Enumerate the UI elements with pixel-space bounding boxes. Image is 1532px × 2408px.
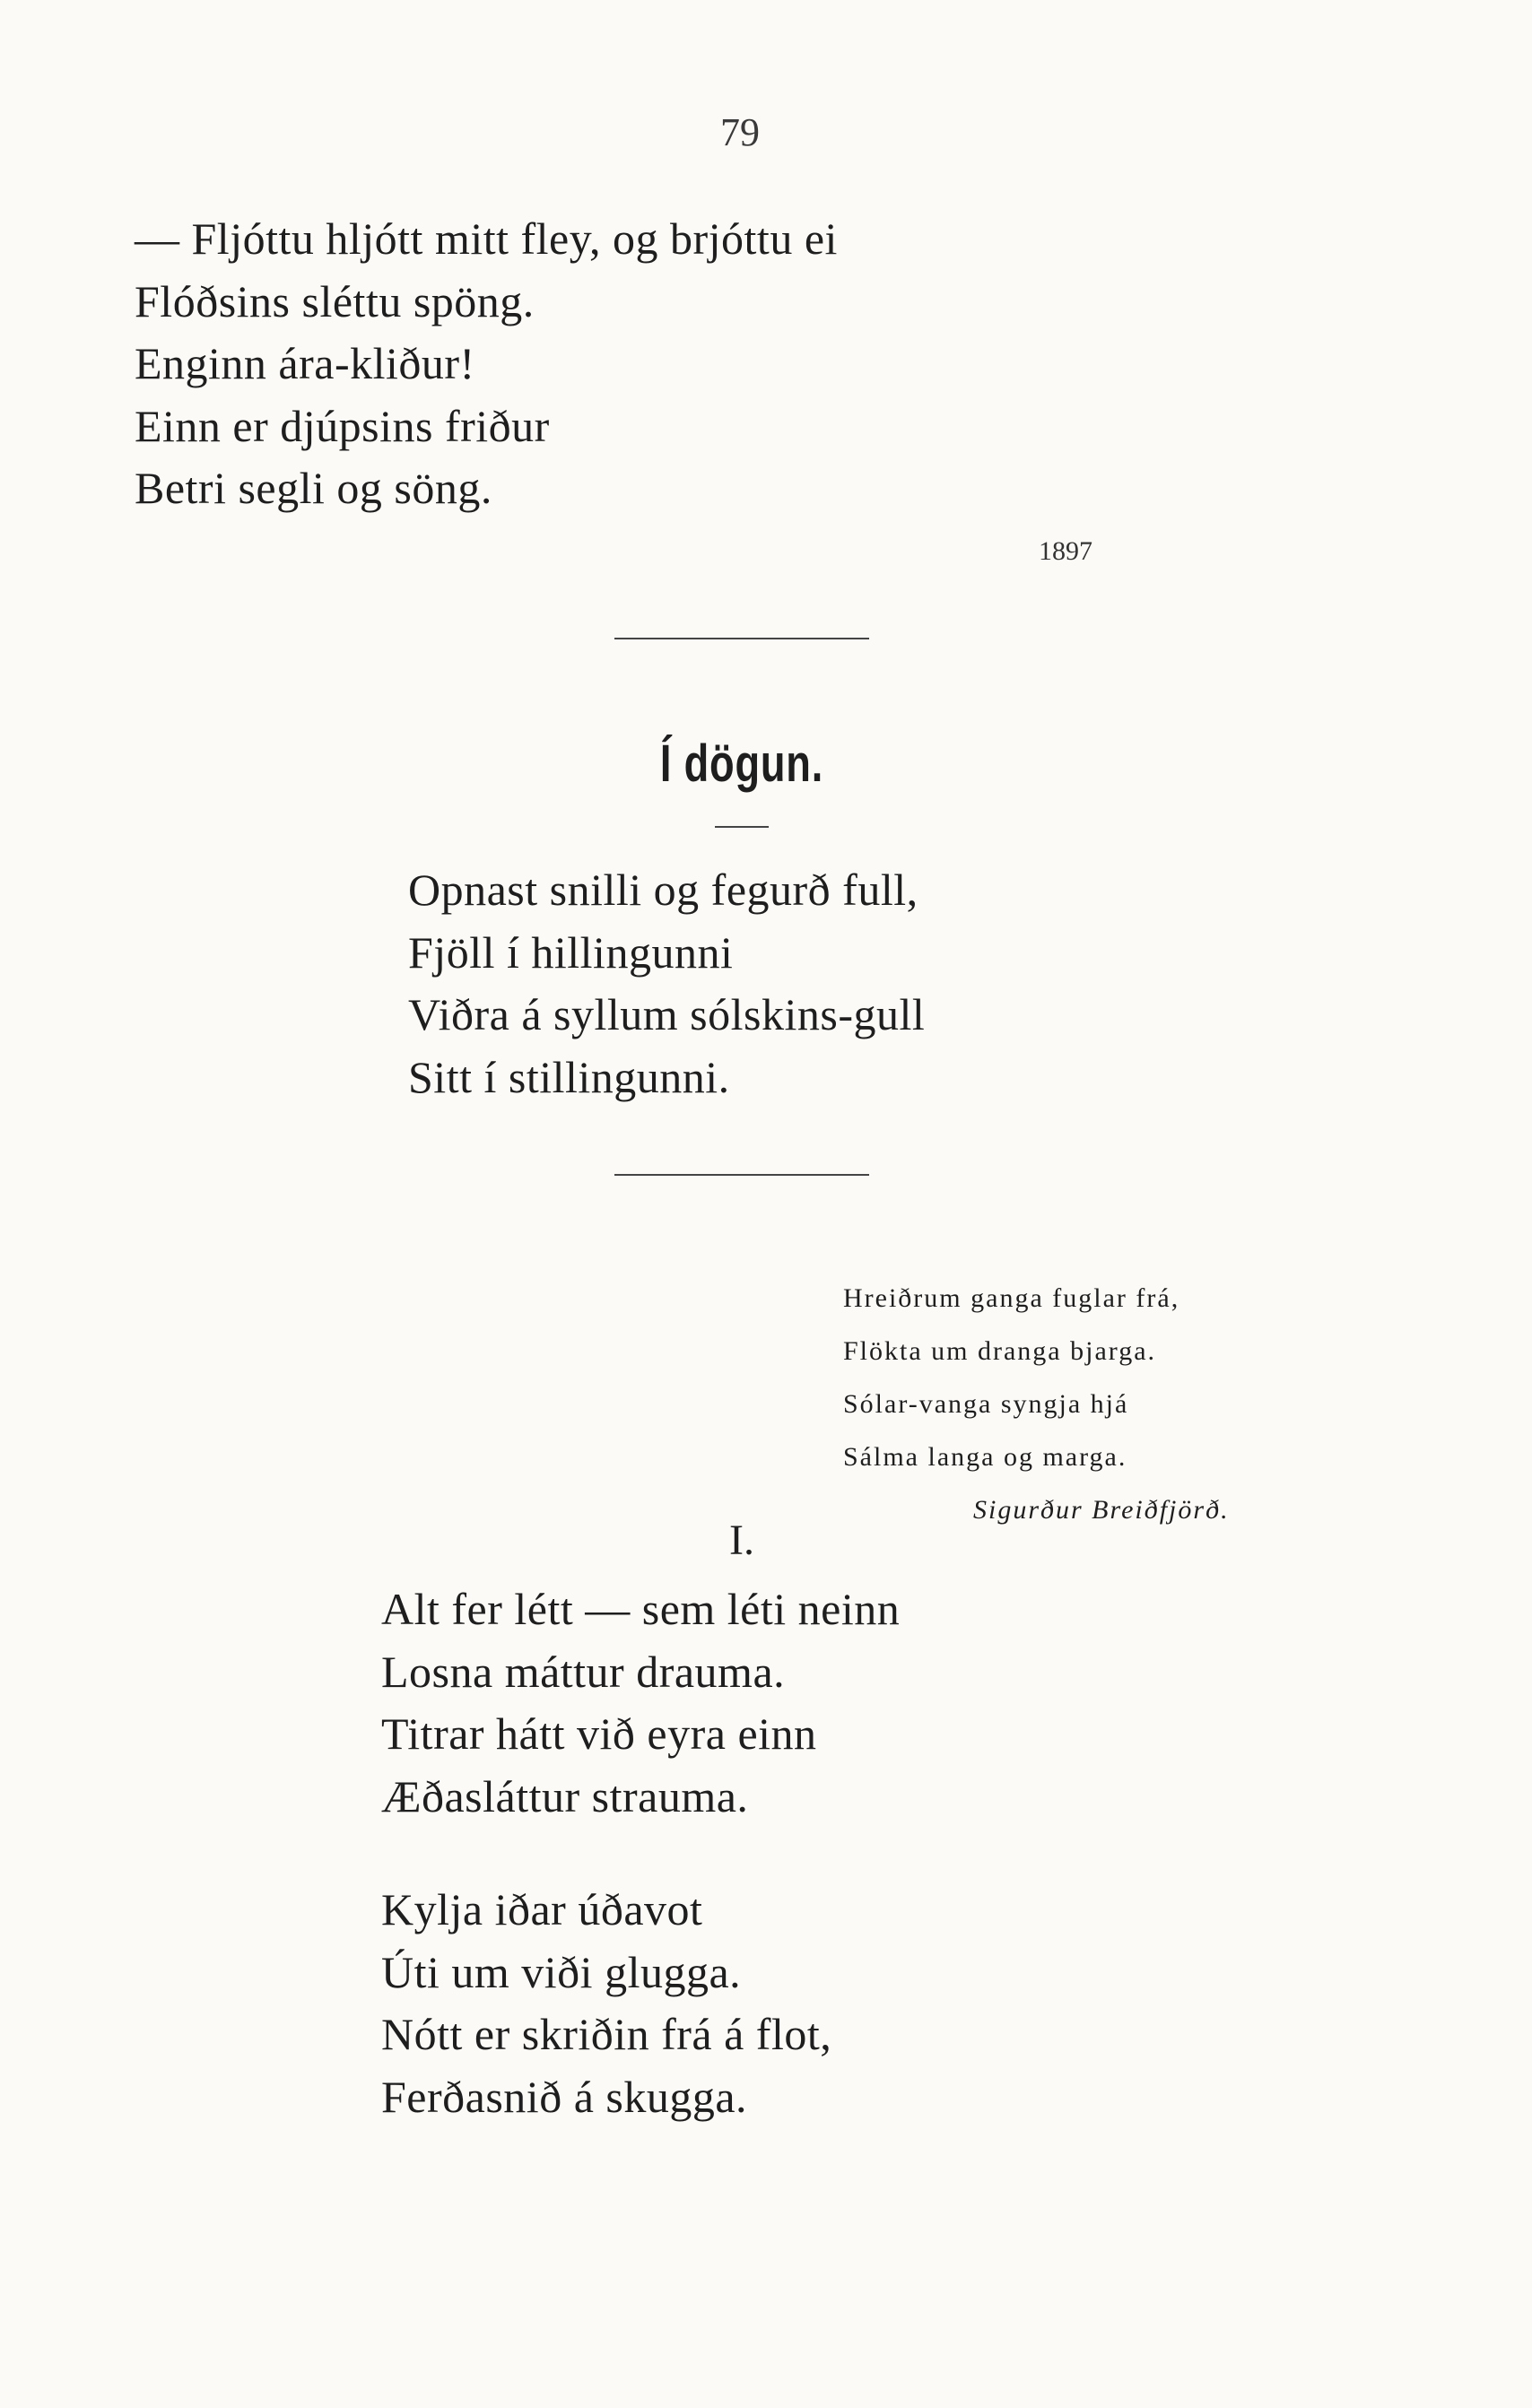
verse-line: Fjöll í hillingunni bbox=[408, 926, 734, 978]
verse-line: Titrar hátt við eyra einn bbox=[381, 1708, 817, 1759]
poem-date: 1897 bbox=[1039, 536, 1092, 566]
poem-title: Í dögun. bbox=[659, 735, 824, 793]
section-numeral: I. bbox=[729, 1517, 754, 1564]
verse-line: Losna máttur drauma. bbox=[381, 1646, 786, 1697]
epigraph-line: Hreiðrum ganga fuglar frá, bbox=[843, 1283, 1180, 1313]
section-divider bbox=[614, 1174, 869, 1176]
poem-stanza-1 bbox=[135, 208, 838, 520]
verse-line: — Fljóttu hljótt mitt fley, og brjóttu ei bbox=[135, 213, 838, 264]
verse-line: Æðasláttur strauma. bbox=[381, 1770, 749, 1821]
verse-line: Kylja iðar úðavot bbox=[381, 1884, 703, 1934]
epigraph-line: Flökta um dranga bjarga. bbox=[843, 1336, 1157, 1366]
epigraph-line: Sólar-vanga syngja hjá bbox=[843, 1389, 1129, 1419]
verse-line: Betri segli og söng. bbox=[135, 463, 492, 513]
poem-stanza-4 bbox=[381, 1879, 831, 2128]
verse-line: Alt fer létt — sem léti neinn bbox=[381, 1584, 901, 1634]
verse-line: Flóðsins sléttu spöng. bbox=[135, 275, 535, 326]
verse-line: Nótt er skriðin frá á flot, bbox=[381, 2009, 832, 2059]
section-divider bbox=[614, 638, 869, 639]
verse-line: Viðra á syllum sólskins-gull bbox=[408, 989, 926, 1039]
verse-line: Úti um viði glugga. bbox=[381, 1946, 742, 1997]
verse-line: Opnast snilli og fegurð full, bbox=[408, 865, 918, 915]
title-underline bbox=[715, 826, 769, 828]
page-number: 79 bbox=[720, 110, 760, 154]
verse-line: Enginn ára-kliður! bbox=[135, 338, 475, 388]
epigraph bbox=[843, 1272, 1230, 1536]
poem-stanza-2 bbox=[408, 859, 925, 1108]
verse-line: Sitt í stillingunni. bbox=[408, 1051, 730, 1102]
verse-line: Ferðasnið á skugga. bbox=[381, 2071, 748, 2122]
poem-stanza-3 bbox=[381, 1578, 900, 1828]
verse-line: Einn er djúpsins friður bbox=[135, 400, 550, 451]
epigraph-attribution: Sigurður Breiðfjörð. bbox=[973, 1495, 1230, 1525]
epigraph-line: Sálma langa og marga. bbox=[843, 1442, 1127, 1472]
